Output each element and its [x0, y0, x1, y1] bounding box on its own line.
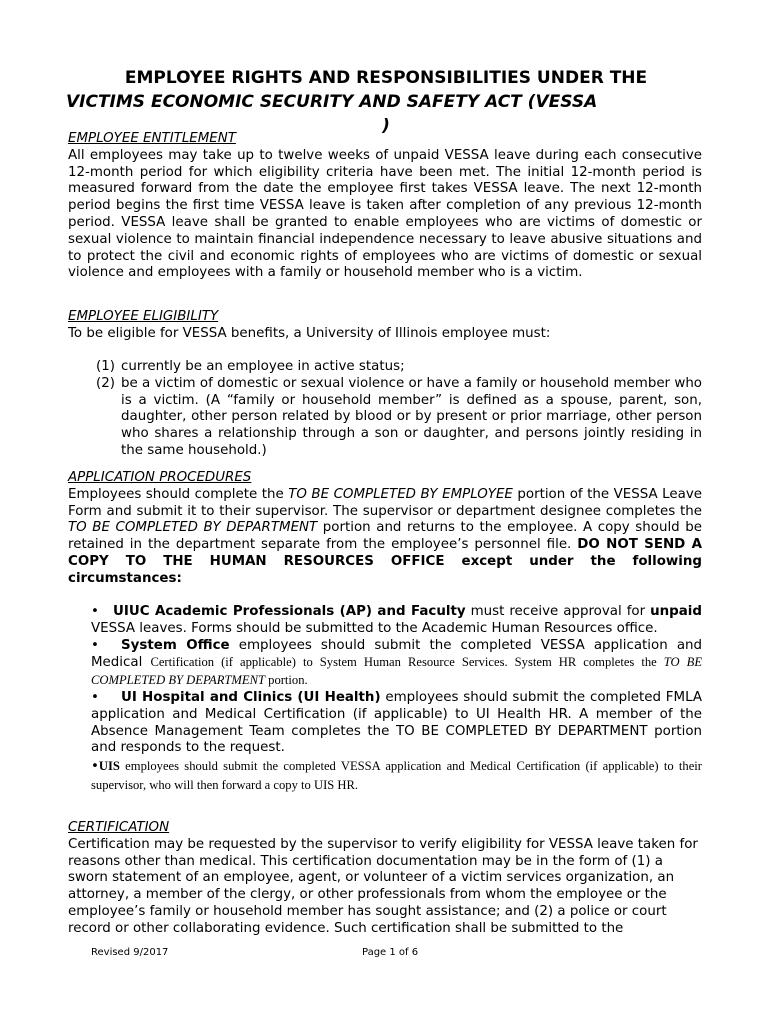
bullet-dot: •: [91, 689, 99, 705]
entitlement-heading: EMPLOYEE ENTITLEMENT: [68, 131, 236, 146]
eligibility-list: [96, 359, 702, 460]
list-item-number: (1): [96, 359, 115, 374]
entitlement-body: All employees may take up to twelve weeks of unpaid VESSA leave during each consecutive 12-month period for which eligibility criteria have been met. The initial 12-month period is measured forward from the date the employee first takes VESSA leave. The next 12-month period begins the first time VESSA leave is taken after completion of any previous 12-month period. VESSA leave shall be granted to enable employees who are victims of domestic or sexual violence to maintain financial independence necessary to leave abusive situations and to protect the civil and economic rights of employees who are victims of domestic or sexual violence and employees with a family or household member who is a victim.: [68, 147, 702, 281]
text-run: employees should submit the completed VESSA application and Medical: [91, 637, 703, 671]
eligibility-heading: EMPLOYEE ELIGIBILITY: [68, 309, 219, 324]
bullet-uiuc: [91, 604, 702, 638]
text-run: portion and returns to the employee. A copy should be retained in the department separate from the employee’s personnel file.: [68, 520, 702, 553]
certification-body: Certification may be requested by the supervisor to verify eligibility for VESSA leave taken for reasons other than medical. This certification documentation may be in the form of (1) a sworn statement of an employee, agent, or volunteer of a victim services organization, an attorney, a member of the clergy, or other professionals from whom the employee or the employee’s family or household member has sought assistance; and (2) a police or court record or other collaborating evidence. Such certification shall be submitted to the: [68, 836, 698, 936]
list-item-text: be a victim of domestic or sexual violence or have a family or household member who is a victim. (A “family or household member” is defined as a spouse, parent, son, daughter, other person related by blood or by present or prior marriage, other person who shares a relationship through a son or daughter, and persons jointly residing in the same household.): [121, 375, 702, 458]
certification-section: [68, 820, 702, 938]
text-run: Employees should complete the: [68, 486, 289, 502]
text-run-serif: Certification (if applicable) to System Human Resource Services. System HR completes the: [150, 655, 664, 670]
text-run-italic: TO BE COMPLETED BY DEPARTMENT: [68, 520, 318, 536]
list-item: [96, 376, 702, 460]
text-run-bold: unpaid: [650, 604, 702, 619]
title-line-3: ): [382, 116, 390, 136]
bullet-dot: •: [91, 604, 99, 619]
text-run-serif: portion.: [265, 673, 308, 688]
bullet-uis: [91, 757, 702, 795]
footer-page-number: Page 1 of 6: [362, 947, 419, 958]
text-run-bold: System Office: [121, 637, 230, 653]
text-run-bold: UIUC Academic Professionals (AP) and Faculty: [113, 604, 466, 619]
text-run: must receive approval for: [465, 604, 651, 619]
circumstance-bullets: [91, 604, 702, 795]
application-heading: APPLICATION PROCEDURES: [68, 470, 252, 485]
footer-revised: Revised 9/2017: [91, 947, 169, 958]
bullet-system-office: [91, 638, 702, 690]
text-run: employees should submit the completed VESSA application and Medical Certification (if applicable) to their supervisor, who will then forward a copy to UIS HR.: [91, 759, 702, 793]
title-line-1: EMPLOYEE RIGHTS AND RESPONSIBILITIES UNDER THE: [124, 68, 648, 88]
application-body: [68, 487, 702, 588]
text-run-bold: DO NOT SEND A COPY TO THE HUMAN RESOURCES OFFICE except under the following circumstances:: [68, 537, 703, 586]
text-run-italic: TO BE COMPLETED BY EMPLOYEE: [288, 486, 513, 502]
eligibility-section: [68, 309, 702, 343]
entitlement-section: [68, 131, 702, 282]
bullet-dot: •: [91, 637, 99, 653]
list-item-number: (2): [96, 375, 115, 391]
list-item: [96, 359, 702, 376]
text-run-bold: UIS: [98, 759, 120, 774]
eligibility-intro: To be eligible for VESSA benefits, a University of Illinois employee must:: [68, 325, 551, 341]
application-section: [68, 470, 702, 588]
text-run: portion of the VESSA Leave Form and submit it to their supervisor. The supervisor or department designee completes the: [68, 486, 702, 519]
text-run: VESSA leaves. Forms should be submitted to the Academic Human Resources office.: [91, 620, 658, 636]
bullet-dot: •: [91, 759, 99, 775]
document-title: [66, 66, 706, 138]
certification-heading: CERTIFICATION: [68, 820, 170, 835]
text-run-serif-italic: TO BE COMPLETED BY DEPARTMENT: [91, 655, 703, 688]
list-item-text: currently be an employee in active status;: [121, 359, 405, 374]
text-run-bold: UI Hospital and Clinics (UI Health): [121, 689, 381, 705]
bullet-ui-health: [91, 690, 702, 757]
text-run: employees should submit the completed FMLA application and Medical Certification (if applicable) to UI Health HR. A member of the Absence Management Team completes the TO BE COMPLETED BY DEPARTMENT portion and responds to the request.: [91, 689, 702, 756]
title-line-2: VICTIMS ECONOMIC SECURITY AND SAFETY ACT (VESSA: [66, 92, 598, 112]
